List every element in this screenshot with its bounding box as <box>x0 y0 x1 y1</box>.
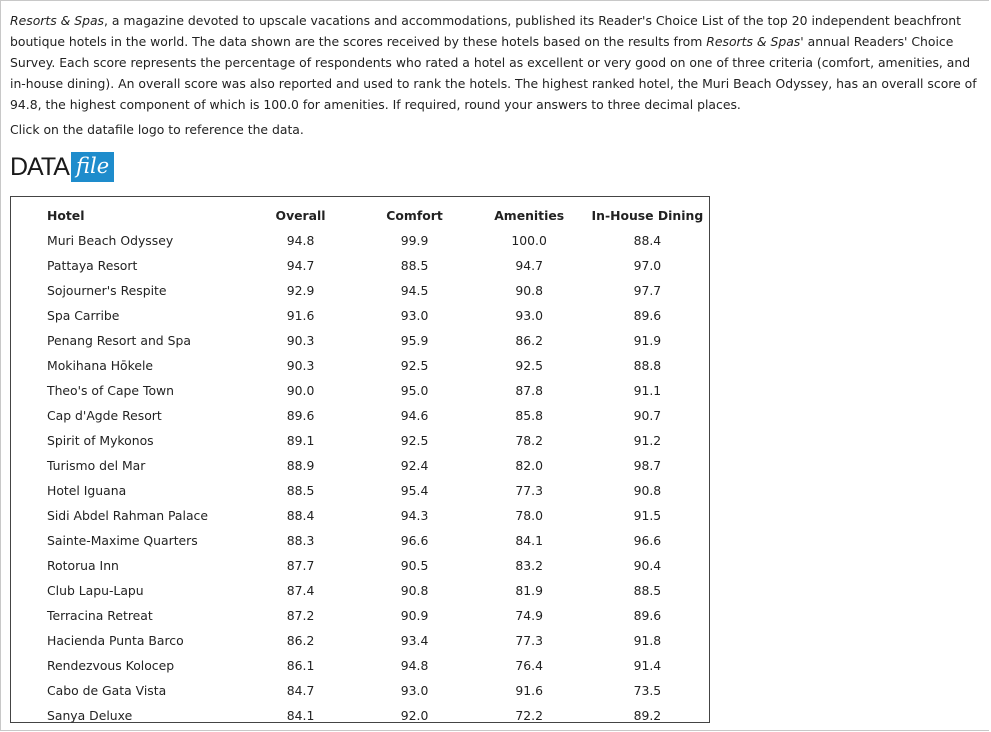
hotel-cell: Hacienda Punta Barco <box>47 633 184 648</box>
overall-cell: 88.5 <box>286 483 315 498</box>
overall-cell: 90.3 <box>286 358 315 373</box>
datafile-logo-file-text: file <box>71 152 114 182</box>
dining-cell: 89.2 <box>633 708 662 723</box>
overall-cell: 90.3 <box>286 333 315 348</box>
hotel-cell: Cabo de Gata Vista <box>47 683 167 698</box>
table-row <box>47 578 709 603</box>
table-row <box>47 553 709 578</box>
table-row <box>47 653 709 678</box>
hotel-cell: Terracina Retreat <box>47 608 153 623</box>
hotel-cell: Penang Resort and Spa <box>47 333 191 348</box>
problem-intro <box>10 10 980 115</box>
comfort-cell: 94.5 <box>400 283 429 298</box>
dining-cell: 88.5 <box>633 583 662 598</box>
amenities-cell: 84.1 <box>515 533 543 548</box>
comfort-cell: 93.4 <box>400 633 429 648</box>
comfort-cell: 95.4 <box>400 483 429 498</box>
overall-cell: 88.3 <box>286 533 315 548</box>
comfort-cell: 88.5 <box>400 258 429 273</box>
overall-cell: 89.1 <box>286 433 315 448</box>
comfort-cell: 94.6 <box>400 408 429 423</box>
hotel-cell: Spa Carribe <box>47 308 120 323</box>
dining-cell: 91.1 <box>633 383 662 398</box>
overall-cell: 90.0 <box>286 383 315 398</box>
amenities-cell: 77.3 <box>515 633 543 648</box>
datafile-logo-data-text: DATA <box>10 153 69 181</box>
overall-cell: 87.7 <box>286 558 315 573</box>
amenities-cell: 81.9 <box>515 583 543 598</box>
overall-cell: 88.9 <box>286 458 315 473</box>
comfort-cell: 92.4 <box>400 458 429 473</box>
hotel-cell: Club Lapu-Lapu <box>47 583 144 598</box>
comfort-cell: 95.9 <box>400 333 429 348</box>
magazine-name-possessive: Resorts & Spas' <box>706 34 804 49</box>
table-row <box>47 628 709 653</box>
hotel-cell: Rotorua Inn <box>47 558 119 573</box>
overall-cell: 94.8 <box>286 233 315 248</box>
amenities-cell: 93.0 <box>515 308 543 323</box>
table-row <box>47 603 709 628</box>
table-row <box>47 403 709 428</box>
dining-cell: 73.5 <box>633 683 662 698</box>
amenities-cell: 85.8 <box>515 408 543 423</box>
intro-text-1: , a magazine devoted to upscale vacations and accommodations, published its Reader's Choice List of the top 20 independent beachfront boutique hotels in the world. The data shown are the scores received by these hotels based on the results from <box>10 13 961 49</box>
comfort-cell: 99.9 <box>400 233 429 248</box>
hotel-cell: Cap d'Agde Resort <box>47 408 162 423</box>
overall-cell: 88.4 <box>286 508 315 523</box>
dining-cell: 91.8 <box>633 633 662 648</box>
table-row <box>47 353 709 378</box>
dining-cell: 91.9 <box>633 333 662 348</box>
header-in-house-dining: In-House Dining <box>591 208 704 223</box>
amenities-cell: 77.3 <box>515 483 543 498</box>
dining-cell: 97.7 <box>633 283 662 298</box>
table-body <box>47 228 709 728</box>
hotel-cell: Pattaya Resort <box>47 258 138 273</box>
amenities-cell: 91.6 <box>515 683 543 698</box>
comfort-cell: 92.5 <box>400 433 429 448</box>
table-row <box>47 528 709 553</box>
table-row <box>47 503 709 528</box>
comfort-cell: 95.0 <box>400 383 429 398</box>
table-row <box>47 478 709 503</box>
hotel-cell: Sojourner's Respite <box>47 283 167 298</box>
amenities-cell: 94.7 <box>515 258 543 273</box>
table-row <box>47 428 709 453</box>
comfort-cell: 90.5 <box>400 558 429 573</box>
comfort-cell: 90.8 <box>400 583 429 598</box>
table-row <box>47 328 709 353</box>
hotel-cell: Muri Beach Odyssey <box>47 233 174 248</box>
header-overall: Overall <box>275 208 326 223</box>
overall-cell: 92.9 <box>286 283 315 298</box>
header-comfort: Comfort <box>386 208 443 223</box>
hotel-cell: Mokihana Hōkele <box>47 358 154 373</box>
comfort-cell: 93.0 <box>400 683 429 698</box>
overall-cell: 87.4 <box>286 583 315 598</box>
comfort-cell: 90.9 <box>400 608 429 623</box>
dining-cell: 90.4 <box>633 558 662 573</box>
dining-cell: 91.5 <box>633 508 662 523</box>
amenities-cell: 86.2 <box>515 333 543 348</box>
table-row <box>47 303 709 328</box>
overall-cell: 86.1 <box>286 658 315 673</box>
dining-cell: 91.2 <box>633 433 662 448</box>
comfort-cell: 93.0 <box>400 308 429 323</box>
datafile-note: Click on the datafile logo to reference the data. <box>10 122 304 137</box>
problem-content <box>10 10 980 723</box>
dining-cell: 89.6 <box>633 608 662 623</box>
dining-cell: 90.8 <box>633 483 662 498</box>
intro-text-2: annual Readers' Choice Survey. Each score represents the percentage of respondents who rated a hotel as excellent or very good on one of three criteria (comfort, amenities, and in-house dining). An overall score was also reported and used to rank the hotels. The highest ranked hotel, the Muri Beach Odyssey, has an overall score of 94.8, the highest component of which is 100.0 for amenities. If required, round your answers to three decimal places. <box>10 34 977 112</box>
amenities-cell: 72.2 <box>515 708 543 723</box>
amenities-cell: 74.9 <box>515 608 543 623</box>
comfort-cell: 92.5 <box>400 358 429 373</box>
amenities-cell: 90.8 <box>515 283 543 298</box>
dining-cell: 88.8 <box>633 358 662 373</box>
table-row <box>47 703 709 728</box>
hotel-cell: Sidi Abdel Rahman Palace <box>47 508 208 523</box>
header-amenities: Amenities <box>494 208 565 223</box>
table-row <box>47 228 709 253</box>
amenities-cell: 87.8 <box>515 383 543 398</box>
hotel-scores-table <box>47 203 709 728</box>
table-row <box>47 278 709 303</box>
dining-cell: 88.4 <box>633 233 662 248</box>
amenities-cell: 83.2 <box>515 558 543 573</box>
amenities-cell: 78.0 <box>515 508 543 523</box>
table-row <box>47 453 709 478</box>
comfort-cell: 96.6 <box>400 533 429 548</box>
dining-cell: 97.0 <box>633 258 662 273</box>
table-row <box>47 678 709 703</box>
hotel-cell: Spirit of Mykonos <box>47 433 154 448</box>
amenities-cell: 76.4 <box>515 658 543 673</box>
hotel-cell: Sanya Deluxe <box>47 708 133 723</box>
overall-cell: 86.2 <box>286 633 315 648</box>
magazine-name: Resorts & Spas <box>10 13 104 28</box>
comfort-cell: 94.3 <box>400 508 429 523</box>
overall-cell: 94.7 <box>286 258 315 273</box>
data-table-container <box>10 196 710 723</box>
amenities-cell: 92.5 <box>515 358 543 373</box>
overall-cell: 91.6 <box>286 308 315 323</box>
amenities-cell: 82.0 <box>515 458 543 473</box>
dining-cell: 98.7 <box>633 458 662 473</box>
comfort-cell: 94.8 <box>400 658 429 673</box>
hotel-cell: Theo's of Cape Town <box>47 383 175 398</box>
overall-cell: 87.2 <box>286 608 315 623</box>
dining-cell: 89.6 <box>633 308 662 323</box>
hotel-cell: Rendezvous Kolocep <box>47 658 175 673</box>
header-hotel: Hotel <box>47 208 85 223</box>
hotel-cell: Hotel Iguana <box>47 483 127 498</box>
hotel-cell: Sainte-Maxime Quarters <box>47 533 198 548</box>
datafile-logo[interactable] <box>10 146 114 182</box>
comfort-cell: 92.0 <box>400 708 429 723</box>
overall-cell: 84.7 <box>286 683 315 698</box>
table-header-row <box>47 203 709 228</box>
dining-cell: 91.4 <box>633 658 662 673</box>
dining-cell: 96.6 <box>633 533 662 548</box>
amenities-cell: 78.2 <box>515 433 543 448</box>
overall-cell: 84.1 <box>286 708 315 723</box>
hotel-cell: Turismo del Mar <box>47 458 146 473</box>
table-row <box>47 253 709 278</box>
amenities-cell: 100.0 <box>511 233 547 248</box>
overall-cell: 89.6 <box>286 408 315 423</box>
dining-cell: 90.7 <box>633 408 662 423</box>
table-row <box>47 378 709 403</box>
